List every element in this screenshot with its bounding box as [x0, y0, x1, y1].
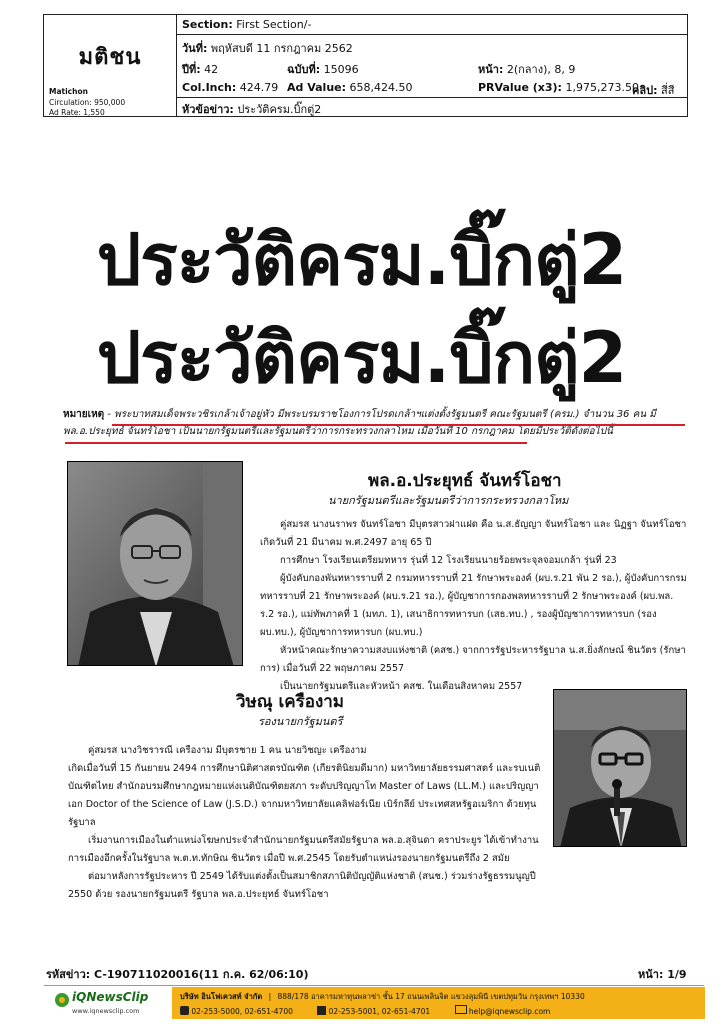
person2-paragraph: เกิดเมื่อวันที่ 15 กันยายน 2494 การศึกษานิติศาสตรบัณฑิต (เกียรตินิยมดีมาก) มหาวิทยาลัยธรรมศาสตร์ และรบเนติบัณฑิตไทย สำนักอบรมศึกษากฎหมายแห่งเนติบัณฑิตยสภา ระดับปริญญาโท Master of Laws (LL.M.) และปริญญาเอก Doctor of the Science of Law (J.S.D.) จากมหาวิทยาลัยแคลิฟอร์เนีย เบิร์กลีย์ ประเทศสหรัฐอเมริกา ด้วยทุนรัฐบาล [68, 763, 541, 828]
email-icon [455, 1005, 467, 1014]
topic-value: ประวัติครม.บิ๊กตู่2 [237, 103, 322, 116]
clip-header-table [43, 14, 688, 117]
company-address: 888/178 อาคารมหาทุนพลาซ่า ชั้น 17 ถนนเพลินจิต แขวงลุมพินี เขตปทุมวัน กรุงเทพฯ 10330 [277, 992, 585, 1001]
editor-note [63, 406, 683, 440]
person2-name: วิษณุ เครืองาม [236, 692, 345, 712]
divider [176, 97, 688, 98]
note-text: - พระบาทสมเด็จพระวชิรเกล้าเจ้าอยู่หัว มีพระบรมราชโองการโปรดเกล้าฯแต่งตั้งรัฐมนตรี คณะรัฐมนตรี (ครม.) จำนวน 36 คน มี พล.อ.ประยุทธ์ จันทร์โอชา เป็นนายกรัฐมนตรีและรัฐมนตรีว่าการกระทรวงกลาโหม เมื่อวันที่ 10 กรกฎาคม โดยมีประวัติดังต่อไปนี้ [63, 409, 656, 437]
person1-paragraph: เกิดวันที่ 21 มีนาคม พ.ศ.2497 อายุ 65 ปี [260, 537, 432, 548]
publication-name: Matichon [49, 87, 88, 96]
person1-paragraph: ผู้บังคับกองพันทหารราบที่ 2 กรมทหารราบที่ 21 รักษาพระองค์ (ผบ.ร.21 พัน 2 รอ.), ผู้บังคับการกรมทหารราบที่ 21 รักษาพระองค์ (ผบ.ร.21 รอ.), ผู้บัญชาการกองพลทหารราบที่ 2 รักษาพระองค์ (ผบ.พล. ร.2 รอ.), แม่ทัพภาคที่ 1 (มทภ. 1), เสนาธิการทหารบก (เสธ.ทบ.) , รองผู้บัญชาการทหารบก (รอง ผบ.ทบ.), ผู้บัญชาการทหารบก (ผบ.ทบ.) [260, 573, 687, 638]
page-value: 2(กลาง), 8, 9 [506, 63, 576, 76]
person2-paragraph: เริ่มงานการเมืองในตำแหน่งโฆษกประจำสำนักนายกรัฐมนตรีสมัยรัฐบาล พล.อ.สุจินดา คราประยูร ได้เข้าทำงานการเมืองอีกครั้งในรัฐบาล พ.ต.ท.ทักษิณ ชินวัตร เมื่อปี พ.ศ.2545 โดยรับตำแหน่งรองนายกรัฐมนตรีถึง 2 สมัย [68, 835, 539, 864]
person2-paragraph: ต่อมาหลังการรัฐประหาร ปี 2549 ได้รับแต่งตั้งเป็นสมาชิกสภานิติบัญญัติแห่งชาติ (สนช.) ร่วมร่างรัฐธรรมนูญปี 2550 ด้วย รองนายกรัฐมนตรี รัฐบาล พล.อ.ประยุทธ์ จันทร์โอชา [68, 871, 536, 900]
brand-name: iQNewsClip [72, 990, 149, 1004]
person2-bio [68, 742, 544, 904]
person1-paragraph: คู่สมรส นางนราพร จันทร์โอชา มีบุตรสาวฝาแฝด คือ น.ส.ธัญญา จันทร์โอชา และ นิฏฐา จันทร์โอชา [280, 519, 687, 530]
person2-role: รองนายกรัฐมนตรี [258, 715, 343, 728]
page-number: หน้า: 1/9 [638, 968, 687, 981]
topic-row: หัวข้อข่าว: ประวัติครม.บิ๊กตู่2 [182, 103, 322, 116]
person1-name: พล.อ.ประยุทธ์ จันทร์โอชา [368, 471, 562, 491]
news-code-time: (11 ก.ค. 62/06:10) [198, 968, 309, 981]
news-code: รหัสข่าว: C-190711020016(11 ก.ค. 62/06:10) [46, 968, 309, 981]
portrait-photo-icon [68, 462, 243, 666]
person1-paragraph: หัวหน้าคณะรักษาความสงบแห่งชาติ (คสช.) จากการรัฐประหารรัฐบาล น.ส.ยิ่งลักษณ์ ชินวัตร (รักษาการ) เมื่อวันที่ 22 พฤษภาคม 2557 [260, 645, 686, 674]
news-code-value: C-190711020016 [94, 968, 199, 981]
footer-contact-bar [172, 987, 705, 1019]
note-label: หมายเหตุ [63, 409, 105, 420]
person1-paragraph: เป็นนายกรัฐมนตรีและหัวหน้า คสช. ในเดือนสิงหาคม 2557 [280, 681, 523, 692]
brand-logo [50, 988, 170, 1018]
red-underline [65, 442, 527, 444]
portrait-photo-icon [554, 690, 687, 847]
issue-row: ปีที่: 42 ฉบับที่: 15096 หน้า: 2(กลาง), 8, 9 [182, 63, 576, 76]
brand-url: www.iqnewsclip.com [72, 1007, 140, 1015]
clip-value: สี่สี [660, 84, 675, 97]
phone-icon [180, 1006, 189, 1015]
fax-number: 02-253-5001, 02-651-4701 [328, 1007, 431, 1016]
value-row: Col.Inch: 424.79 Ad Value: 658,424.50 PRValue (x3): 1,975,273.50 คลิป: สี่สี [182, 81, 675, 97]
headline-line-1: ประวัติครม.บิ๊กตู่2 [96, 219, 627, 301]
publication-box [44, 15, 177, 116]
person1-bio [260, 516, 690, 696]
date-value: พฤหัสบดี 11 กรกฎาคม 2562 [210, 42, 353, 55]
ad-rate: Ad Rate: 1,550 [49, 108, 105, 117]
company-name: บริษัท อินโฟเควสท์ จำกัด [180, 992, 263, 1001]
headline-line-2: ประวัติครม.บิ๊กตู่2 [96, 317, 627, 399]
red-underline [112, 424, 685, 426]
date-row: วันที่: พฤหัสบดี 11 กรกฎาคม 2562 [182, 42, 353, 55]
publication-logo: มติชน [78, 45, 142, 70]
brand-mark-icon [54, 992, 70, 1008]
colinch-value: 424.79 [239, 81, 279, 94]
contact-line [180, 1005, 550, 1016]
footer-divider [44, 985, 704, 986]
email-address[interactable]: help@iqnewsclip.com [468, 1007, 551, 1016]
fax-icon [317, 1006, 326, 1015]
person2-paragraph: คู่สมรส นางวิชรารณี เครืองาม มีบุตรชาย 1 คน นายวิชญะ เครืองาม [88, 745, 367, 756]
year-value: 42 [204, 63, 219, 76]
photo-wissanu [553, 689, 687, 847]
divider [176, 34, 688, 35]
phone-number: 02-253-5000, 02-651-4700 [191, 1007, 293, 1016]
issue-value: 15096 [323, 63, 359, 76]
section-row: Section: First Section/- [182, 18, 312, 31]
person1-role: นายกรัฐมนตรีและรัฐมนตรีว่าการกระทรวงกลาโหม [328, 494, 569, 507]
company-line: บริษัท อินโฟเควสท์ จำกัด | 888/178 อาคารมหาทุนพลาซ่า ชั้น 17 ถนนเพลินจิต แขวงลุมพินี เขตปทุมวัน กรุงเทพฯ 10330 [180, 992, 585, 1001]
section-value: First Section/- [236, 18, 312, 31]
person1-paragraph: การศึกษา โรงเรียนเตรียมทหาร รุ่นที่ 12 โรงเรียนนายร้อยพระจุลจอมเกล้า รุ่นที่ 23 [280, 555, 617, 566]
photo-prayut [67, 461, 243, 666]
circulation: Circulation: 950,000 [49, 98, 126, 107]
advalue-value: 658,424.50 [349, 81, 413, 94]
prvalue-value: 1,975,273.50 [565, 81, 639, 94]
